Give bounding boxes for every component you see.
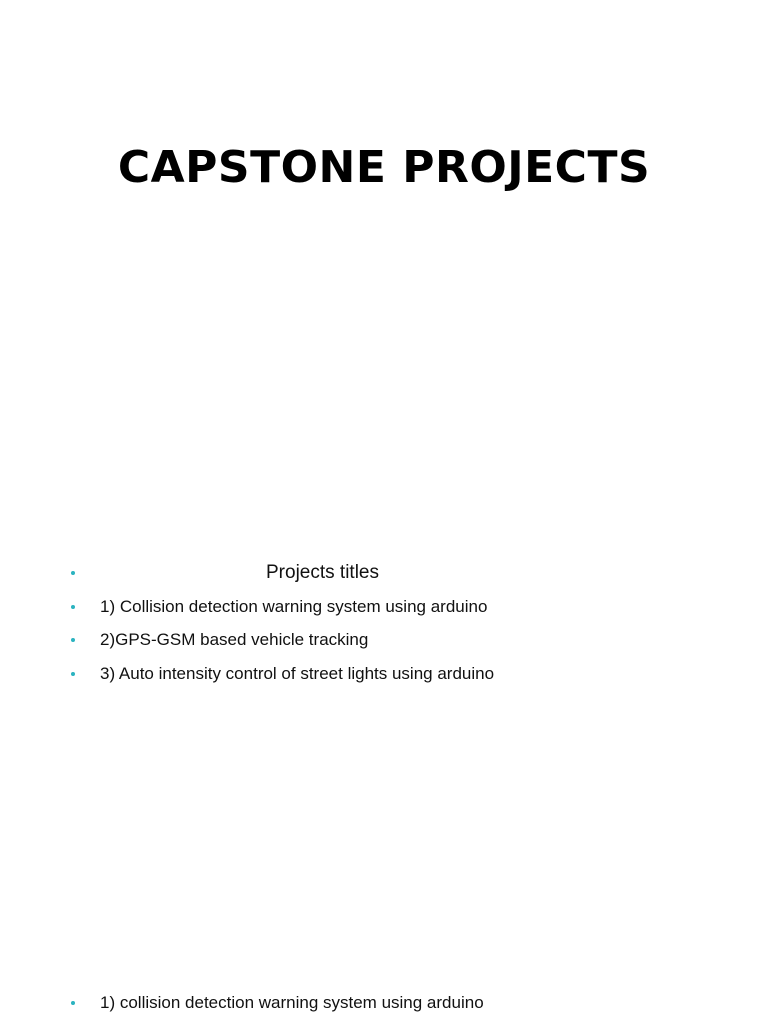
list-item — [0, 663, 768, 687]
bullet-icon — [71, 1001, 75, 1005]
bullet-icon — [71, 605, 75, 609]
list-item-text: 2)GPS-GSM based vehicle tracking — [100, 630, 369, 649]
list-item-text: 1) Collision detection warning system using arduino — [100, 597, 488, 616]
list-item — [0, 596, 768, 620]
bullet-icon — [71, 571, 75, 575]
list-item — [0, 562, 768, 586]
page-title: CAPSTONE PROJECTS — [117, 142, 651, 193]
list-item — [0, 629, 768, 653]
list-item-text: 1) collision detection warning system using arduino — [100, 993, 484, 1012]
list-item — [0, 992, 768, 1016]
list-item-text: 3) Auto intensity control of street lights using arduino — [100, 664, 495, 683]
bullet-icon — [71, 638, 75, 642]
bullet-icon — [71, 672, 75, 676]
list-heading: Projects titles — [266, 562, 379, 583]
